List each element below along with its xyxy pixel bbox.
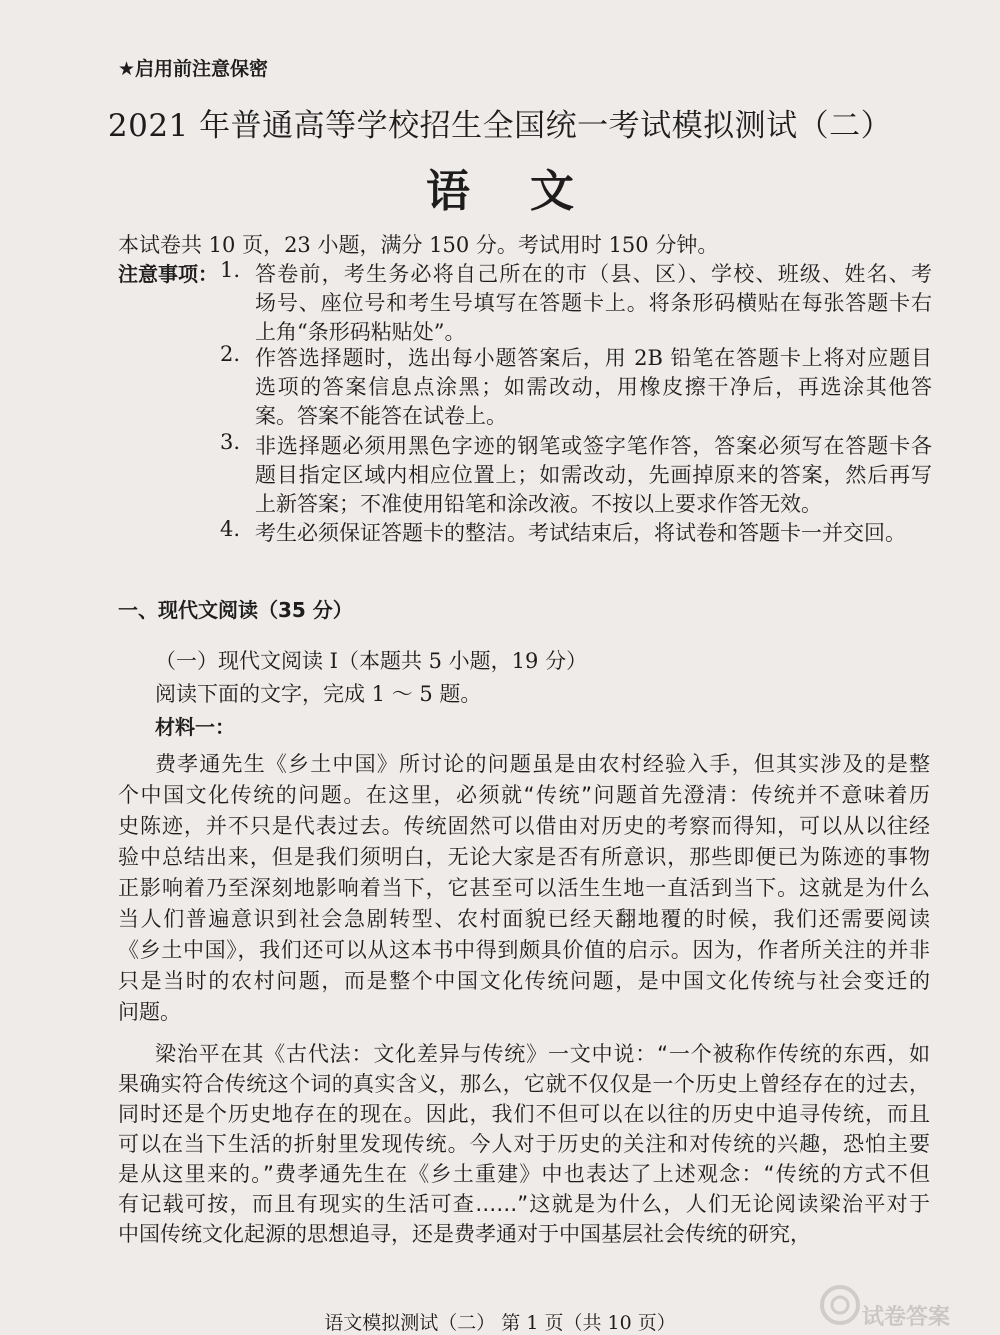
note-number: 1. [220, 258, 241, 282]
note-line: 题目指定区域内相应位置上；如需改动，先画掉原来的答案，然后再写 [255, 463, 932, 487]
paragraph-line: 费孝通先生《乡土中国》所讨论的问题虽是由农村经验入手，但其实涉及的是整 [155, 752, 930, 776]
confidential-notice: ★启用前注意保密 [118, 58, 269, 80]
paragraph-line: 《乡土中国》，我们还可以从这本书中得到颇具价值的启示。因为，作者所关注的并非 [118, 938, 930, 962]
exam-title: 2021 年普通高等学校招生全国统一考试模拟测试（二） [107, 108, 893, 144]
page-footer: 语文模拟测试（二） 第 1 页（共 10 页） [324, 1312, 676, 1334]
subject-char: 语 [426, 166, 470, 217]
note-line: 场号、座位号和考生号填写在答题卡上。将条形码横贴在每张答题卡右 [255, 291, 932, 315]
note-number: 3. [220, 430, 241, 454]
paragraph-line: 同时还是个历史地存在的现在。因此，我们不但可以在以往的历史中追寻传统，而且 [118, 1102, 930, 1126]
paragraph-line: 有记载可按，而且有现实的生活可查……”这就是为什么，人们无论阅读梁治平对于 [118, 1192, 930, 1216]
paragraph-line: 正影响着乃至深刻地影响着当下，它甚至可以活生生地一直活到当下。这就是为什么 [118, 876, 930, 900]
paragraph-line: 史陈迹，并不只是代表过去。传统固然可以借由对历史的考察而得知，可以从以往经 [118, 814, 930, 838]
paragraph-line: 是从这里来的。”费孝通先生在《乡土重建》中也表达了上述观念：“传统的方式不但 [118, 1162, 930, 1186]
paragraph-line: 中国传统文化起源的思想追寻，还是费孝通对于中国基层社会传统的研究， [118, 1222, 811, 1246]
exam-intro: 本试卷共 10 页，23 小题，满分 150 分。考试用时 150 分钟。 [118, 233, 719, 257]
paragraph-line: 果确实符合传统这个词的真实含义，那么，它就不仅仅是一个历史上曾经存在的过去， [118, 1072, 930, 1096]
paragraph-line: 问题。 [118, 1000, 181, 1024]
material-label: 材料一： [155, 715, 235, 739]
subject-title [0, 155, 1000, 219]
reading-instruction: 阅读下面的文字，完成 1 ～ 5 题。 [155, 682, 482, 706]
paragraph-line: 梁治平在其《古代法：文化差异与传统》一文中说：“一个被称作传统的东西，如 [155, 1042, 930, 1066]
note-number: 2. [220, 342, 241, 366]
note-number: 4. [220, 517, 241, 541]
subject-char: 文 [530, 166, 574, 217]
section-title: 一、现代文阅读（35 分） [118, 598, 353, 622]
note-line: 上新答案；不准使用铅笔和涂改液。不按以上要求作答无效。 [255, 492, 822, 516]
note-line: 上角“条形码粘贴处”。 [255, 320, 466, 344]
paragraph-line: 只是当时的农村问题，而是整个中国文化传统问题，是中国文化传统与社会变迁的 [118, 969, 930, 993]
paragraph-line: 当人们普遍意识到社会急剧转型、农村面貌已经天翻地覆的时候，我们还需要阅读 [118, 907, 930, 931]
note-line: 选项的答案信息点涂黑；如需改动，用橡皮擦干净后，再选涂其他答 [255, 375, 932, 399]
note-line: 考生必须保证答题卡的整洁。考试结束后，将试卷和答题卡一并交回。 [255, 521, 906, 545]
note-line: 作答选择题时，选出每小题答案后，用 2B 铅笔在答题卡上将对应题目 [255, 346, 932, 370]
watermark-text: 试卷答案 [862, 1305, 951, 1330]
paragraph-line: 个中国文化传统的问题。在这里，必须就“传统”问题首先澄清：传统并不意味着历 [118, 783, 930, 807]
paragraph-line: 可以在当下生活的折射里发现传统。今人对于历史的关注和对传统的兴趣，恐怕主要 [118, 1132, 930, 1156]
note-line: 案。答案不能答在试卷上。 [255, 404, 507, 428]
note-line: 非选择题必须用黑色字迹的钢笔或签字笔作答，答案必须写在答题卡各 [255, 434, 932, 458]
notes-label: 注意事项： [118, 262, 218, 286]
subsection-title: （一）现代文阅读 I（本题共 5 小题，19 分） [155, 649, 588, 673]
note-line: 答卷前，考生务必将自己所在的市（县、区）、学校、班级、姓名、考 [255, 262, 932, 286]
paragraph-line: 验中总结出来，但是我们须明白，无论大家是否有所意识，那些即便已为陈迹的事物 [118, 845, 930, 869]
